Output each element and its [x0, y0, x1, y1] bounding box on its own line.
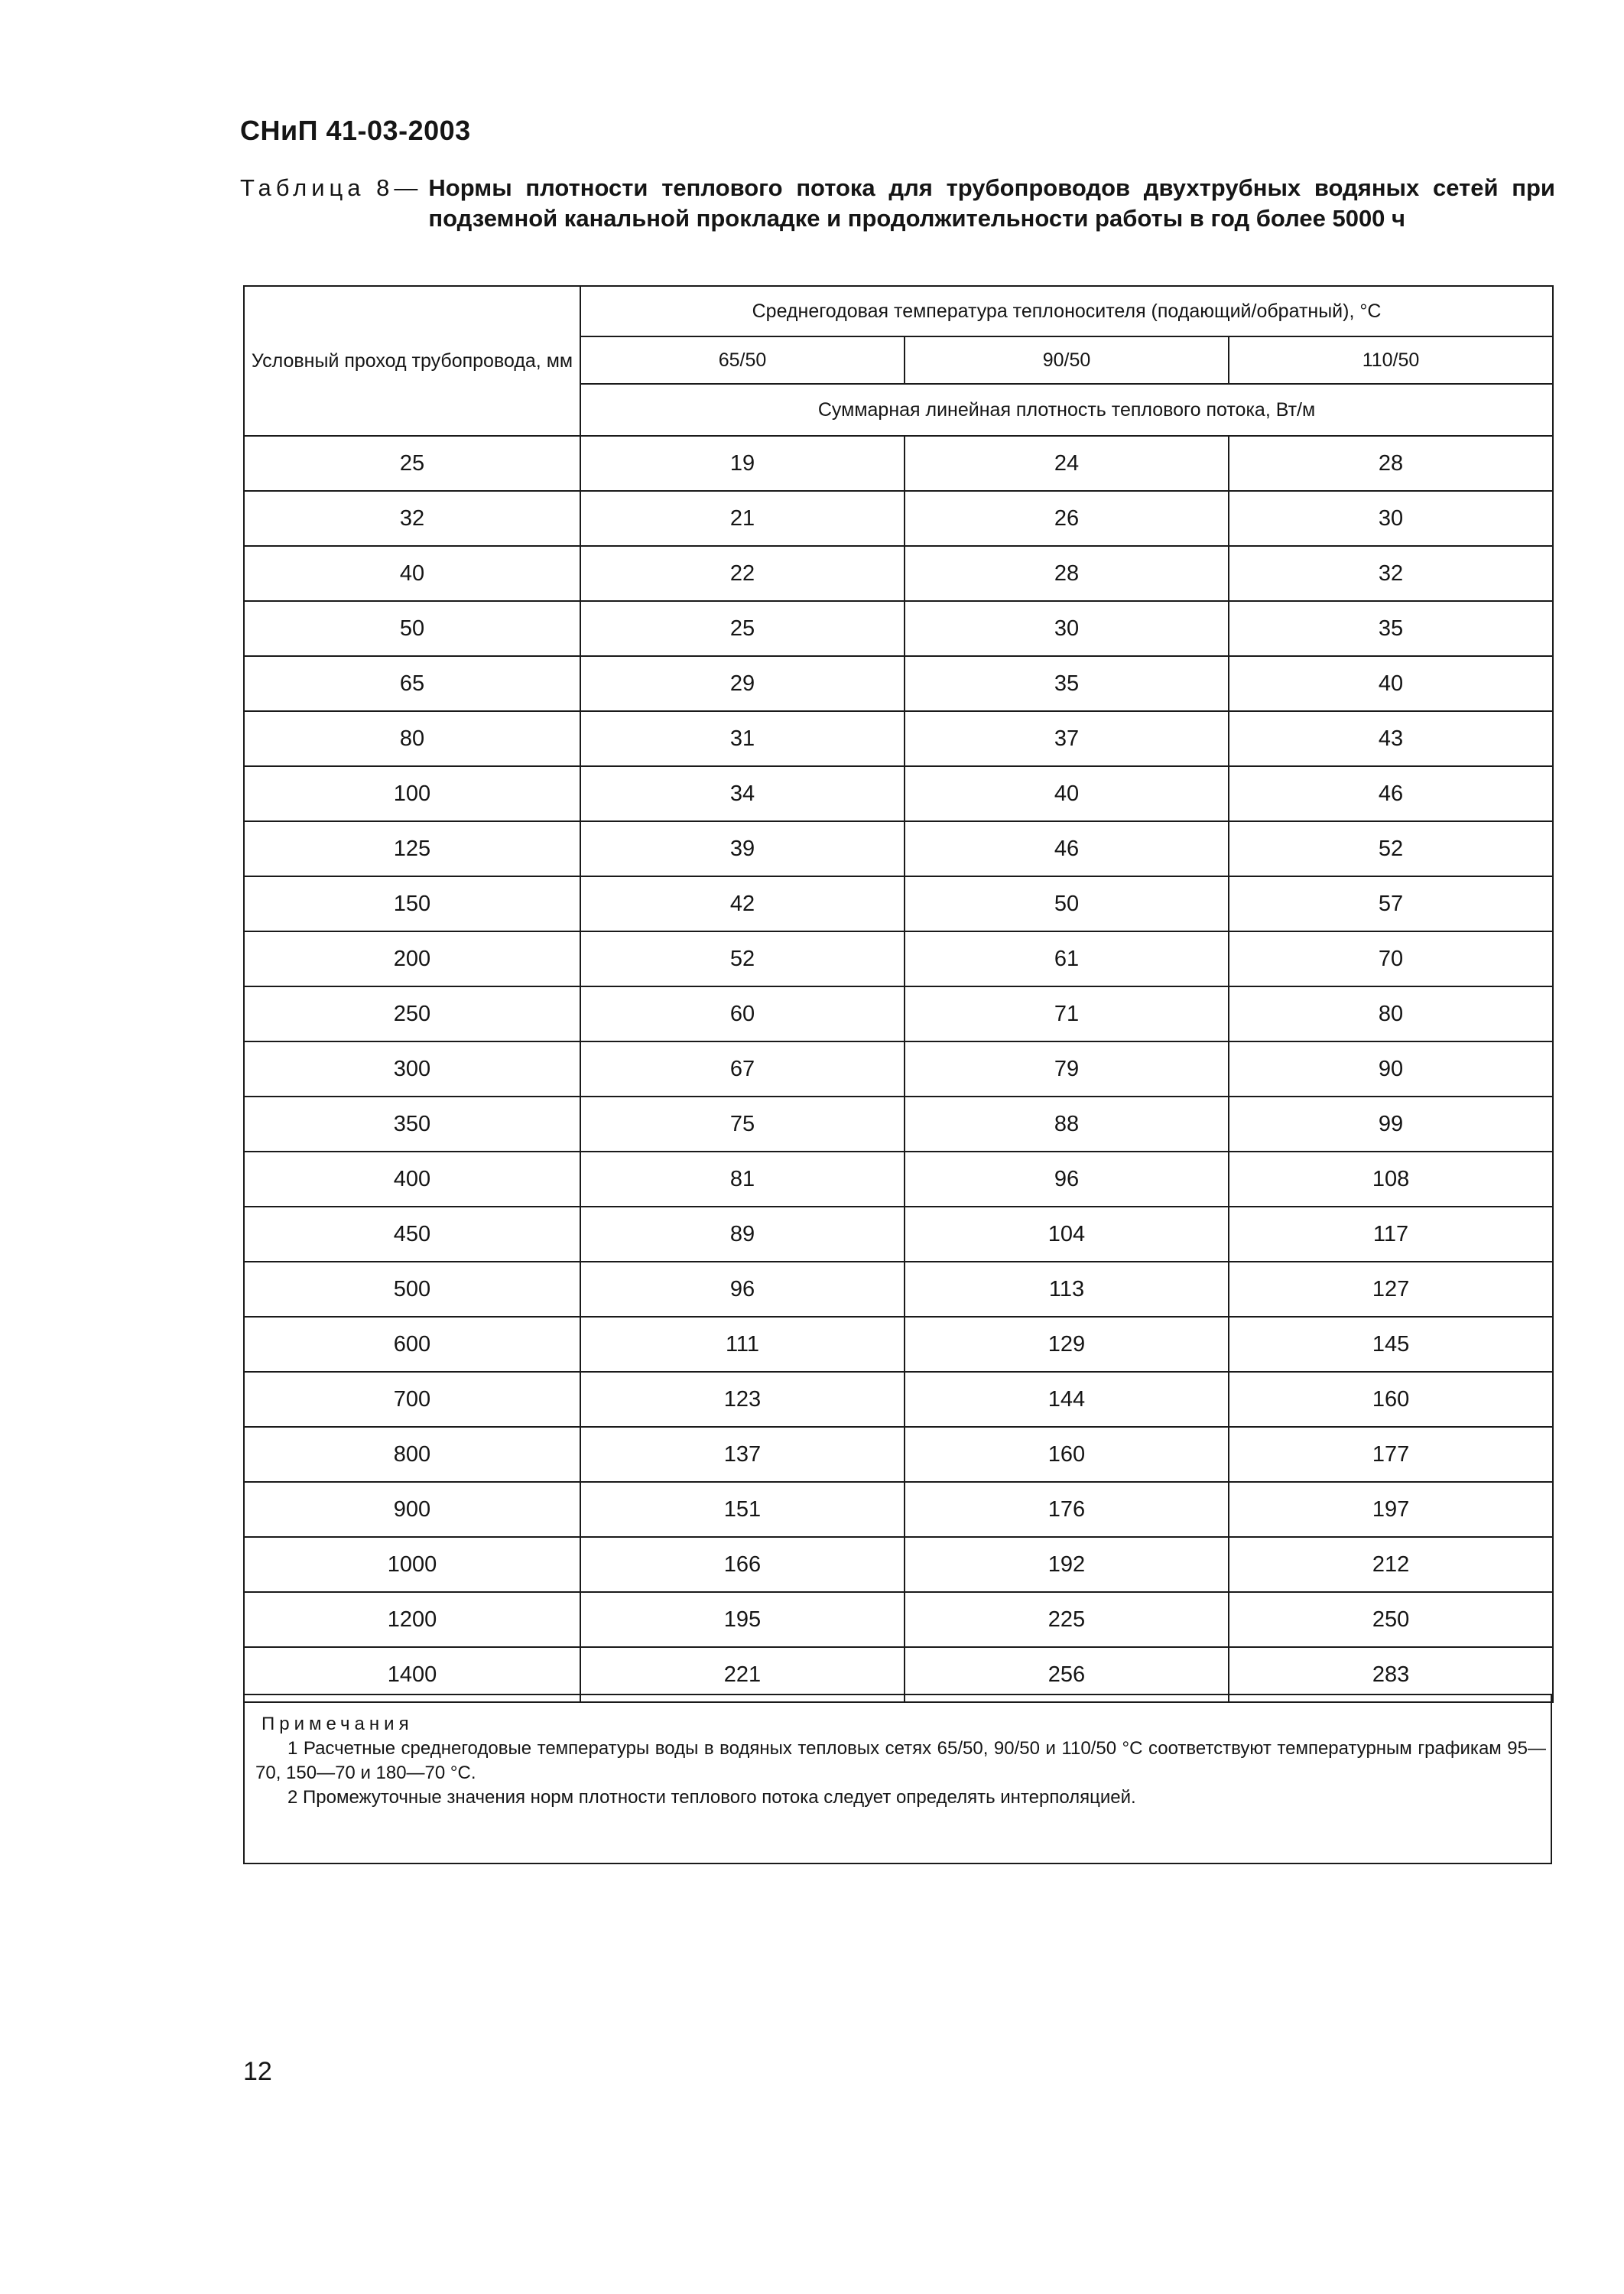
table-caption	[240, 173, 1555, 234]
value-cell: 108	[1229, 1152, 1553, 1207]
value-cell: 31	[580, 711, 905, 766]
diameter-cell: 80	[244, 711, 580, 766]
diameter-cell: 800	[244, 1427, 580, 1482]
table-caption-prefix: Таблица 8—	[240, 174, 423, 201]
value-cell: 75	[580, 1097, 905, 1152]
table-row	[244, 1482, 1553, 1537]
table-row	[244, 1592, 1553, 1647]
value-cell: 221	[580, 1647, 905, 1702]
diameter-cell: 125	[244, 821, 580, 876]
table-row	[244, 876, 1553, 931]
value-cell: 81	[580, 1152, 905, 1207]
value-cell: 39	[580, 821, 905, 876]
table-row	[244, 1041, 1553, 1097]
value-cell: 71	[905, 986, 1229, 1041]
value-cell: 225	[905, 1592, 1229, 1647]
value-cell: 28	[905, 546, 1229, 601]
table-row	[244, 821, 1553, 876]
value-cell: 195	[580, 1592, 905, 1647]
value-cell: 192	[905, 1537, 1229, 1592]
table-row	[244, 1427, 1553, 1482]
value-cell: 79	[905, 1041, 1229, 1097]
header-heat-flux-density: Суммарная линейная плотность теплового потока, Вт/м	[580, 384, 1553, 436]
value-cell: 43	[1229, 711, 1553, 766]
value-cell: 21	[580, 491, 905, 546]
value-cell: 32	[1229, 546, 1553, 601]
diameter-cell: 1200	[244, 1592, 580, 1647]
diameter-cell: 900	[244, 1482, 580, 1537]
value-cell: 67	[580, 1041, 905, 1097]
table-row	[244, 1152, 1553, 1207]
diameter-cell: 450	[244, 1207, 580, 1262]
value-cell: 160	[905, 1427, 1229, 1482]
value-cell: 30	[1229, 491, 1553, 546]
value-cell: 96	[580, 1262, 905, 1317]
value-cell: 29	[580, 656, 905, 711]
heat-flux-table	[243, 285, 1554, 1703]
value-cell: 177	[1229, 1427, 1553, 1482]
value-cell: 212	[1229, 1537, 1553, 1592]
header-temp-column: 110/50	[1229, 336, 1553, 384]
value-cell: 113	[905, 1262, 1229, 1317]
value-cell: 283	[1229, 1647, 1553, 1702]
table-row	[244, 1317, 1553, 1372]
value-cell: 197	[1229, 1482, 1553, 1537]
value-cell: 99	[1229, 1097, 1553, 1152]
value-cell: 96	[905, 1152, 1229, 1207]
table-row	[244, 491, 1553, 546]
value-cell: 57	[1229, 876, 1553, 931]
diameter-cell: 200	[244, 931, 580, 986]
value-cell: 40	[905, 766, 1229, 821]
diameter-cell: 32	[244, 491, 580, 546]
diameter-cell: 600	[244, 1317, 580, 1372]
value-cell: 25	[580, 601, 905, 656]
value-cell: 123	[580, 1372, 905, 1427]
table-row	[244, 546, 1553, 601]
value-cell: 26	[905, 491, 1229, 546]
diameter-cell: 25	[244, 436, 580, 491]
table-body	[244, 436, 1553, 1702]
table-caption-title: Нормы плотности теплового потока для трубопроводов двухтрубных водяных сетей при подземной канальной прокладке и продолжительности работы в год более 5000 ч	[428, 174, 1555, 232]
diameter-cell: 1400	[244, 1647, 580, 1702]
value-cell: 35	[1229, 601, 1553, 656]
value-cell: 60	[580, 986, 905, 1041]
value-cell: 37	[905, 711, 1229, 766]
table-row	[244, 1537, 1553, 1592]
value-cell: 256	[905, 1647, 1229, 1702]
value-cell: 88	[905, 1097, 1229, 1152]
value-cell: 52	[1229, 821, 1553, 876]
value-cell: 24	[905, 436, 1229, 491]
value-cell: 42	[580, 876, 905, 931]
value-cell: 40	[1229, 656, 1553, 711]
note-item: 1 Расчетные среднегодовые температуры воды в водяных тепловых сетях 65/50, 90/50 и 110/50 °С соответствуют температурным графикам 95—70, 150—70 и 180—70 °С.	[255, 1738, 1546, 1783]
value-cell: 52	[580, 931, 905, 986]
diameter-cell: 700	[244, 1372, 580, 1427]
notes-title: Примечания	[261, 1714, 414, 1734]
diameter-cell: 150	[244, 876, 580, 931]
value-cell: 22	[580, 546, 905, 601]
diameter-cell: 500	[244, 1262, 580, 1317]
table-row	[244, 986, 1553, 1041]
value-cell: 250	[1229, 1592, 1553, 1647]
diameter-cell: 250	[244, 986, 580, 1041]
value-cell: 19	[580, 436, 905, 491]
value-cell: 144	[905, 1372, 1229, 1427]
value-cell: 117	[1229, 1207, 1553, 1262]
diameter-cell: 65	[244, 656, 580, 711]
diameter-cell: 300	[244, 1041, 580, 1097]
value-cell: 104	[905, 1207, 1229, 1262]
header-temperature: Среднегодовая температура теплоносителя (подающий/обратный), °С	[580, 286, 1553, 336]
table-row	[244, 1097, 1553, 1152]
value-cell: 166	[580, 1537, 905, 1592]
value-cell: 176	[905, 1482, 1229, 1537]
table-row	[244, 656, 1553, 711]
value-cell: 46	[1229, 766, 1553, 821]
table-row	[244, 1372, 1553, 1427]
diameter-cell: 100	[244, 766, 580, 821]
value-cell: 151	[580, 1482, 905, 1537]
value-cell: 30	[905, 601, 1229, 656]
value-cell: 145	[1229, 1317, 1553, 1372]
value-cell: 80	[1229, 986, 1553, 1041]
notes-block	[243, 1694, 1552, 1864]
diameter-cell: 50	[244, 601, 580, 656]
table-row	[244, 931, 1553, 986]
value-cell: 89	[580, 1207, 905, 1262]
header-temp-column: 90/50	[905, 336, 1229, 384]
document-code: СНиП 41-03-2003	[240, 115, 471, 146]
table-row	[244, 436, 1553, 491]
value-cell: 160	[1229, 1372, 1553, 1427]
value-cell: 90	[1229, 1041, 1553, 1097]
value-cell: 50	[905, 876, 1229, 931]
diameter-cell: 40	[244, 546, 580, 601]
header-temp-column: 65/50	[580, 336, 905, 384]
value-cell: 137	[580, 1427, 905, 1482]
page-number: 12	[243, 2057, 272, 2086]
table-row	[244, 1262, 1553, 1317]
note-item: 2 Промежуточные значения норм плотности теплового потока следует определять интерполяцией.	[287, 1787, 1136, 1808]
table-row	[244, 1207, 1553, 1262]
table-row	[244, 711, 1553, 766]
value-cell: 70	[1229, 931, 1553, 986]
diameter-cell: 400	[244, 1152, 580, 1207]
table-row	[244, 766, 1553, 821]
header-diameter: Условный проход трубопровода, мм	[244, 286, 580, 436]
diameter-cell: 1000	[244, 1537, 580, 1592]
value-cell: 61	[905, 931, 1229, 986]
value-cell: 35	[905, 656, 1229, 711]
value-cell: 129	[905, 1317, 1229, 1372]
value-cell: 34	[580, 766, 905, 821]
table-row	[244, 601, 1553, 656]
value-cell: 46	[905, 821, 1229, 876]
value-cell: 28	[1229, 436, 1553, 491]
diameter-cell: 350	[244, 1097, 580, 1152]
value-cell: 111	[580, 1317, 905, 1372]
value-cell: 127	[1229, 1262, 1553, 1317]
